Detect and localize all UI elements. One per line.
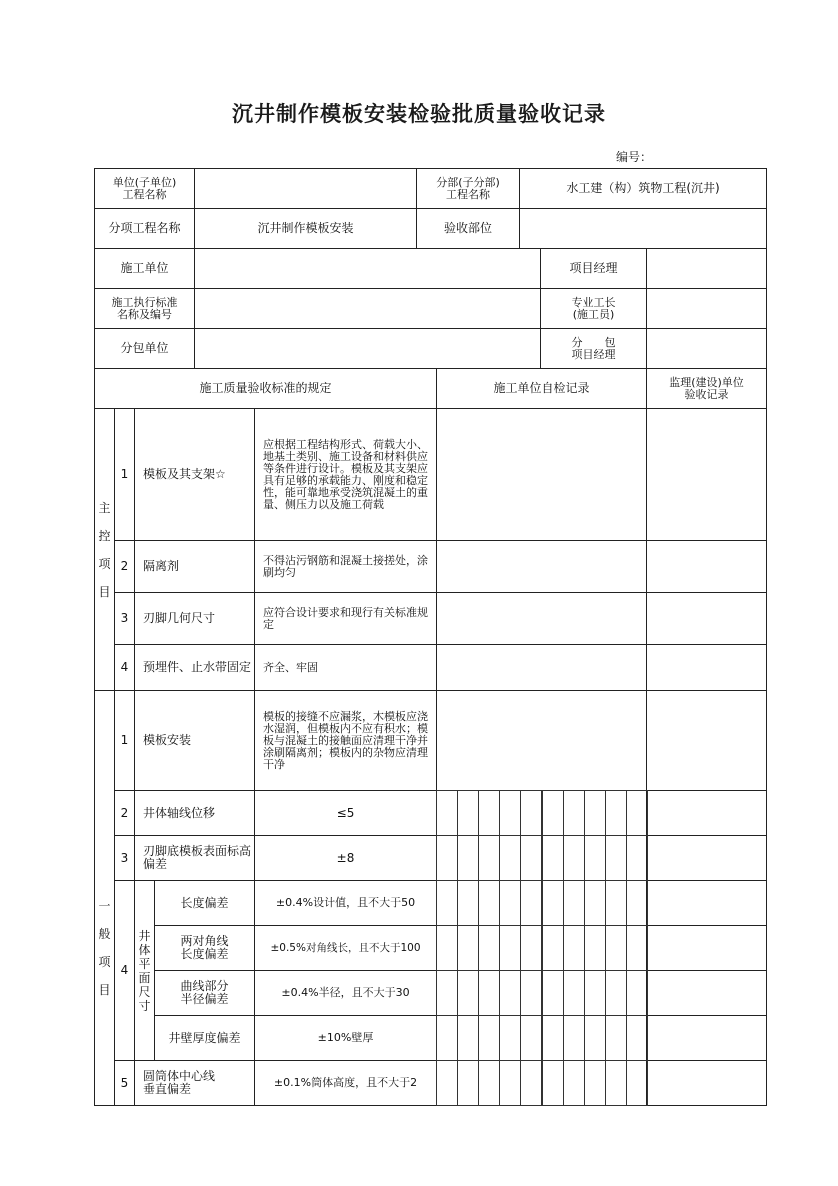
measurement-cell[interactable] [542,835,564,881]
general-supervision[interactable] [646,1015,767,1061]
mc-item-name: 模板及其支架☆ [134,408,255,541]
mc-supervision[interactable] [646,540,767,593]
general-item-no: 5 [114,1060,135,1106]
division-name-value[interactable]: 水工建（构）筑物工程(沉井) [519,168,767,209]
measurement-cell[interactable] [457,835,479,881]
general-subitem-requirement: ±0.4%半径，且不大于30 [254,970,437,1016]
mc-supervision[interactable] [646,644,767,691]
subitem-name-value[interactable]: 沉井制作模板安装 [194,208,417,249]
general-item-no: 2 [114,790,135,836]
measurement-cell[interactable] [626,880,648,926]
general-item-requirement: 模板的接缝不应漏浆，木模板应浇水湿润，但模板内不应有积水；模板与混凝土的接触面应清理干净并涂刷隔离剂；模板内的杂物应清理干净 [254,690,437,791]
measurement-cell[interactable] [478,835,500,881]
mc-supervision[interactable] [646,592,767,645]
measurement-cell[interactable] [499,790,521,836]
mc-item-requirement: 应符合设计要求和现行有关标准规定 [254,592,437,645]
measurement-cell[interactable] [605,880,627,926]
measurement-cell[interactable] [457,880,479,926]
measurement-cell[interactable] [563,925,585,971]
record-number-label: 编号： [616,150,653,164]
mc-self-check[interactable] [436,408,647,541]
acceptance-part-value[interactable] [519,208,767,249]
measurement-cell[interactable] [584,925,606,971]
mc-supervision[interactable] [646,408,767,541]
general-item-requirement: ±8 [254,835,437,881]
measurement-cell[interactable] [542,880,564,926]
measurement-cell[interactable] [436,790,458,836]
measurement-cell[interactable] [478,925,500,971]
mc-item-name: 预埋件、止水带固定 [134,644,255,691]
measurement-cell[interactable] [499,1060,521,1106]
measurement-cell[interactable] [478,880,500,926]
measurement-cell[interactable] [542,790,564,836]
general-item-no: 4 [114,880,135,1061]
measurement-cell[interactable] [605,790,627,836]
mc-item-requirement: 不得沾污钢筋和混凝土接搓处，涂刷均匀 [254,540,437,593]
general-subitem-requirement: ±0.4%设计值，且不大于50 [254,880,437,926]
general-supervision[interactable] [646,880,767,926]
document-title: 沉井制作模板安装检验批质量验收记录 [232,102,606,126]
general-self-check[interactable] [436,690,647,791]
mc-item-requirement: 齐全、牢固 [254,644,437,691]
self-check-column-header: 施工单位自检记录 [436,368,647,409]
measurement-cell[interactable] [563,790,585,836]
general-subitem-name: 两对角线 长度偏差 [154,925,255,971]
supervision-column-header: 监理(建设)单位 验收记录 [646,368,767,409]
project-manager-value[interactable] [646,248,767,289]
measurement-cell[interactable] [563,1015,585,1061]
general-item-name: 井体轴线位移 [134,790,255,836]
measurement-cell[interactable] [436,970,458,1016]
unit-name-value[interactable] [194,168,417,209]
measurement-cell[interactable] [478,1015,500,1061]
measurement-cell[interactable] [520,1015,542,1061]
measurement-cell[interactable] [626,1060,648,1106]
subcontractor-value[interactable] [194,328,541,369]
mc-item-no: 3 [114,592,135,645]
measurement-cell[interactable] [436,835,458,881]
contractor-value[interactable] [194,248,541,289]
measurement-cell[interactable] [626,925,648,971]
mc-item-name: 隔离剂 [134,540,255,593]
measurement-cell[interactable] [584,880,606,926]
measurement-cell[interactable] [457,790,479,836]
general-item-requirement: ±0.1%筒体高度，且不大于2 [254,1060,437,1106]
measurement-cell[interactable] [605,1015,627,1061]
measurement-cell[interactable] [563,835,585,881]
general-group-label: 一 般 项 目 [94,690,115,1106]
mc-item-no: 1 [114,408,135,541]
measurement-cell[interactable] [478,970,500,1016]
measurement-cell[interactable] [478,790,500,836]
measurement-cell[interactable] [499,925,521,971]
general-item-name: 圆筒体中心线 垂直偏差 [134,1060,255,1106]
measurement-cell[interactable] [436,1060,458,1106]
measurement-cell[interactable] [520,1060,542,1106]
measurement-cell[interactable] [542,1060,564,1106]
mc-self-check[interactable] [436,644,647,691]
measurement-cell[interactable] [626,1015,648,1061]
main-control-group-label: 主 控 项 目 [94,408,115,691]
general-subitem-name: 曲线部分 半径偏差 [154,970,255,1016]
measurement-cell[interactable] [605,1060,627,1106]
measurement-cell[interactable] [584,790,606,836]
general-supervision[interactable] [646,1060,767,1106]
mc-self-check[interactable] [436,540,647,593]
contractor-label: 施工单位 [94,248,195,289]
general-subitem-requirement: ±0.5%对角线长，且不大于100 [254,925,437,971]
acceptance-part-label: 验收部位 [416,208,520,249]
general-item-no: 1 [114,690,135,791]
measurement-cell[interactable] [563,1060,585,1106]
measurement-cell[interactable] [520,970,542,1016]
mc-item-no: 2 [114,540,135,593]
general-subitem-name: 井壁厚度偏差 [154,1015,255,1061]
foreman-label: 专业工长 (施工员) [540,288,647,329]
measurement-cell[interactable] [499,970,521,1016]
mc-item-requirement: 应根据工程结构形式、荷载大小、地基土类别、施工设备和材料供应等条件进行设计。模板及其支架应具有足够的承载能力、刚度和稳定性，能可靠地承受浇筑混凝土的重量、侧压力以及施工荷载 [254,408,437,541]
measurement-cell[interactable] [584,1015,606,1061]
general-item-name: 模板安装 [134,690,255,791]
measurement-cell[interactable] [542,1015,564,1061]
general-supervision[interactable] [646,925,767,971]
measurement-cell[interactable] [605,835,627,881]
measurement-cell[interactable] [605,970,627,1016]
measurement-cell[interactable] [584,1060,606,1106]
measurement-cell[interactable] [584,970,606,1016]
measurement-cell[interactable] [542,925,564,971]
standard-label: 施工执行标准 名称及编号 [94,288,195,329]
general-supervision[interactable] [646,790,767,836]
measurement-cell[interactable] [499,835,521,881]
general-item-requirement: ≤5 [254,790,437,836]
foreman-value[interactable] [646,288,767,329]
general-supervision[interactable] [646,970,767,1016]
measurement-cell[interactable] [626,790,648,836]
measurement-cell[interactable] [520,880,542,926]
measurement-cell[interactable] [436,880,458,926]
measurement-cell[interactable] [457,1060,479,1106]
measurement-cell[interactable] [605,925,627,971]
project-manager-label: 项目经理 [540,248,647,289]
measurement-cell[interactable] [520,835,542,881]
general-supervision[interactable] [646,690,767,791]
mc-item-no: 4 [114,644,135,691]
measurement-cell[interactable] [584,835,606,881]
measurement-cell[interactable] [499,1015,521,1061]
subitem-name-label: 分项工程名称 [94,208,195,249]
measurement-cell[interactable] [499,880,521,926]
standard-column-header: 施工质量验收标准的规定 [94,368,437,409]
sub-pm-value[interactable] [646,328,767,369]
measurement-cell[interactable] [542,970,564,1016]
standard-value[interactable] [194,288,541,329]
well-plane-size-group-label: 井体平面尺寸 [134,880,155,1061]
division-name-label: 分部(子分部) 工程名称 [416,168,520,209]
unit-name-label: 单位(子单位) 工程名称 [94,168,195,209]
measurement-cell[interactable] [520,925,542,971]
measurement-cell[interactable] [563,970,585,1016]
general-subitem-name: 长度偏差 [154,880,255,926]
sub-pm-label: 分 包 项目经理 [540,328,647,369]
mc-item-name: 刃脚几何尺寸 [134,592,255,645]
general-supervision[interactable] [646,835,767,881]
measurement-cell[interactable] [626,835,648,881]
general-item-name: 刃脚底模板表面标高偏差 [134,835,255,881]
measurement-cell[interactable] [457,925,479,971]
general-subitem-requirement: ±10%壁厚 [254,1015,437,1061]
mc-self-check[interactable] [436,592,647,645]
measurement-cell[interactable] [457,1015,479,1061]
general-item-no: 3 [114,835,135,881]
subcontractor-label: 分包单位 [94,328,195,369]
measurement-cell[interactable] [436,1015,458,1061]
measurement-cell[interactable] [563,880,585,926]
measurement-cell[interactable] [436,925,458,971]
measurement-cell[interactable] [520,790,542,836]
measurement-cell[interactable] [457,970,479,1016]
measurement-cell[interactable] [478,1060,500,1106]
measurement-cell[interactable] [626,970,648,1016]
